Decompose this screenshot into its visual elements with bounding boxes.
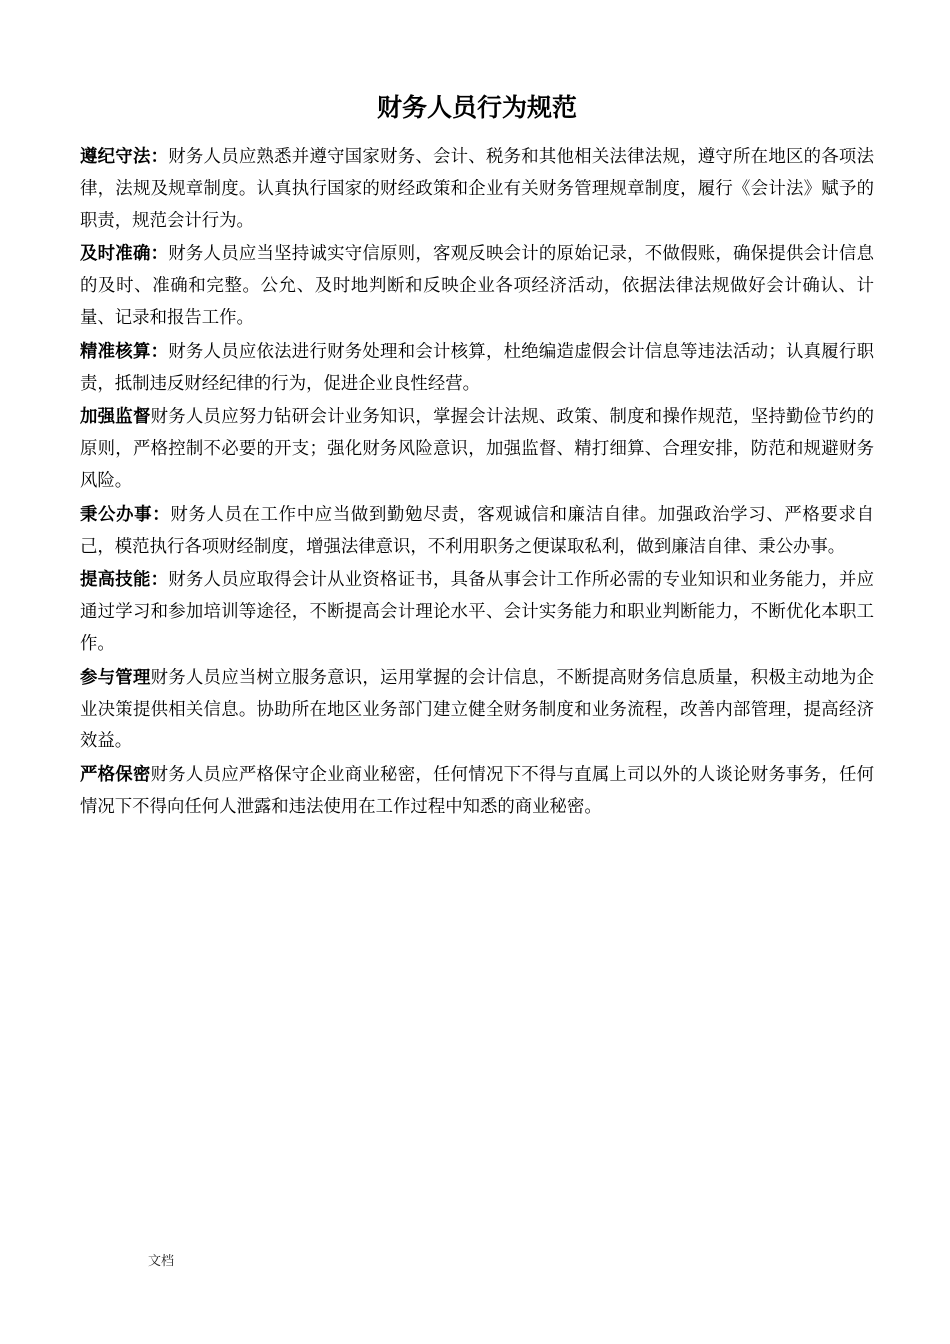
section-label: 精准核算： [80, 341, 169, 362]
document-page [80, 88, 874, 826]
section-label: 提高技能： [80, 570, 169, 591]
section-label: 遵纪守法： [80, 147, 169, 167]
page-footer: 文档 [148, 1254, 175, 1269]
section-label: 及时准确： [80, 244, 169, 265]
document-title: 财务人员行为规范 [376, 93, 577, 122]
section-label: 秉公办事： [80, 504, 171, 525]
section-text: 财务人员应当坚持诚实守信原则，客观反映会计的原始记录，不做假账，确保提供会计信息的及时、准确和完整。公允、及时地判断和反映企业各项经济活动，依据法律法规做好会计确认、计量、记录和报告工作。 [80, 244, 874, 328]
section-jingzhun-hesuan [80, 337, 874, 401]
section-text: 财务人员应努力钻研会计业务知识，掌握会计法规、政策、制度和操作规范，坚持勤俭节约的原则，严格控制不必要的开支；强化财务风险意识，加强监督、精打细算、合理安排，防范和规避财务风险。 [80, 407, 874, 491]
section-jishi-zhunque [80, 239, 874, 334]
section-label: 严格保密 [80, 765, 151, 786]
section-jiaqiang-jiandu [80, 402, 874, 497]
section-yange-baomi [80, 760, 874, 824]
section-zunji-shoufa [80, 142, 874, 237]
section-label: 参与管理 [80, 667, 151, 688]
section-binggong-banshi [80, 500, 874, 564]
section-canyu-guanli [80, 663, 874, 758]
section-text: 财务人员在工作中应当做到勤勉尽责，客观诚信和廉洁自律。加强政治学习、严格要求自己，模范执行各项财经制度，增强法律意识，不利用职务之便谋取私利，做到廉洁自律、秉公办事。 [80, 504, 874, 557]
section-text: 财务人员应熟悉并遵守国家财务、会计、税务和其他相关法律法规，遵守所在地区的各项法律，法规及规章制度。认真执行国家的财经政策和企业有关财务管理规章制度，履行《会计法》赋予的职责，规范会计行为。 [80, 147, 874, 231]
section-tigao-jineng [80, 565, 874, 660]
section-text: 财务人员应依法进行财务处理和会计核算，杜绝编造虚假会计信息等违法活动；认真履行职责，抵制违反财经纪律的行为，促进企业良性经营。 [80, 341, 874, 394]
section-text: 财务人员应严格保守企业商业秘密，任何情况下不得与直属上司以外的人谈论财务事务，任何情况下不得向任何人泄露和违法使用在工作过程中知悉的商业秘密。 [80, 765, 874, 817]
section-label: 加强监督 [80, 407, 151, 428]
section-text: 财务人员应取得会计从业资格证书，具备从事会计工作所必需的专业知识和业务能力，并应通过学习和参加培训等途径，不断提高会计理论水平、会计实务能力和职业判断能力，不断优化本职工作。 [80, 570, 874, 654]
section-text: 财务人员应当树立服务意识，运用掌握的会计信息，不断提高财务信息质量，积极主动地为企业决策提供相关信息。协助所在地区业务部门建立健全财务制度和业务流程，改善内部管理，提高经济效益。 [80, 667, 874, 752]
